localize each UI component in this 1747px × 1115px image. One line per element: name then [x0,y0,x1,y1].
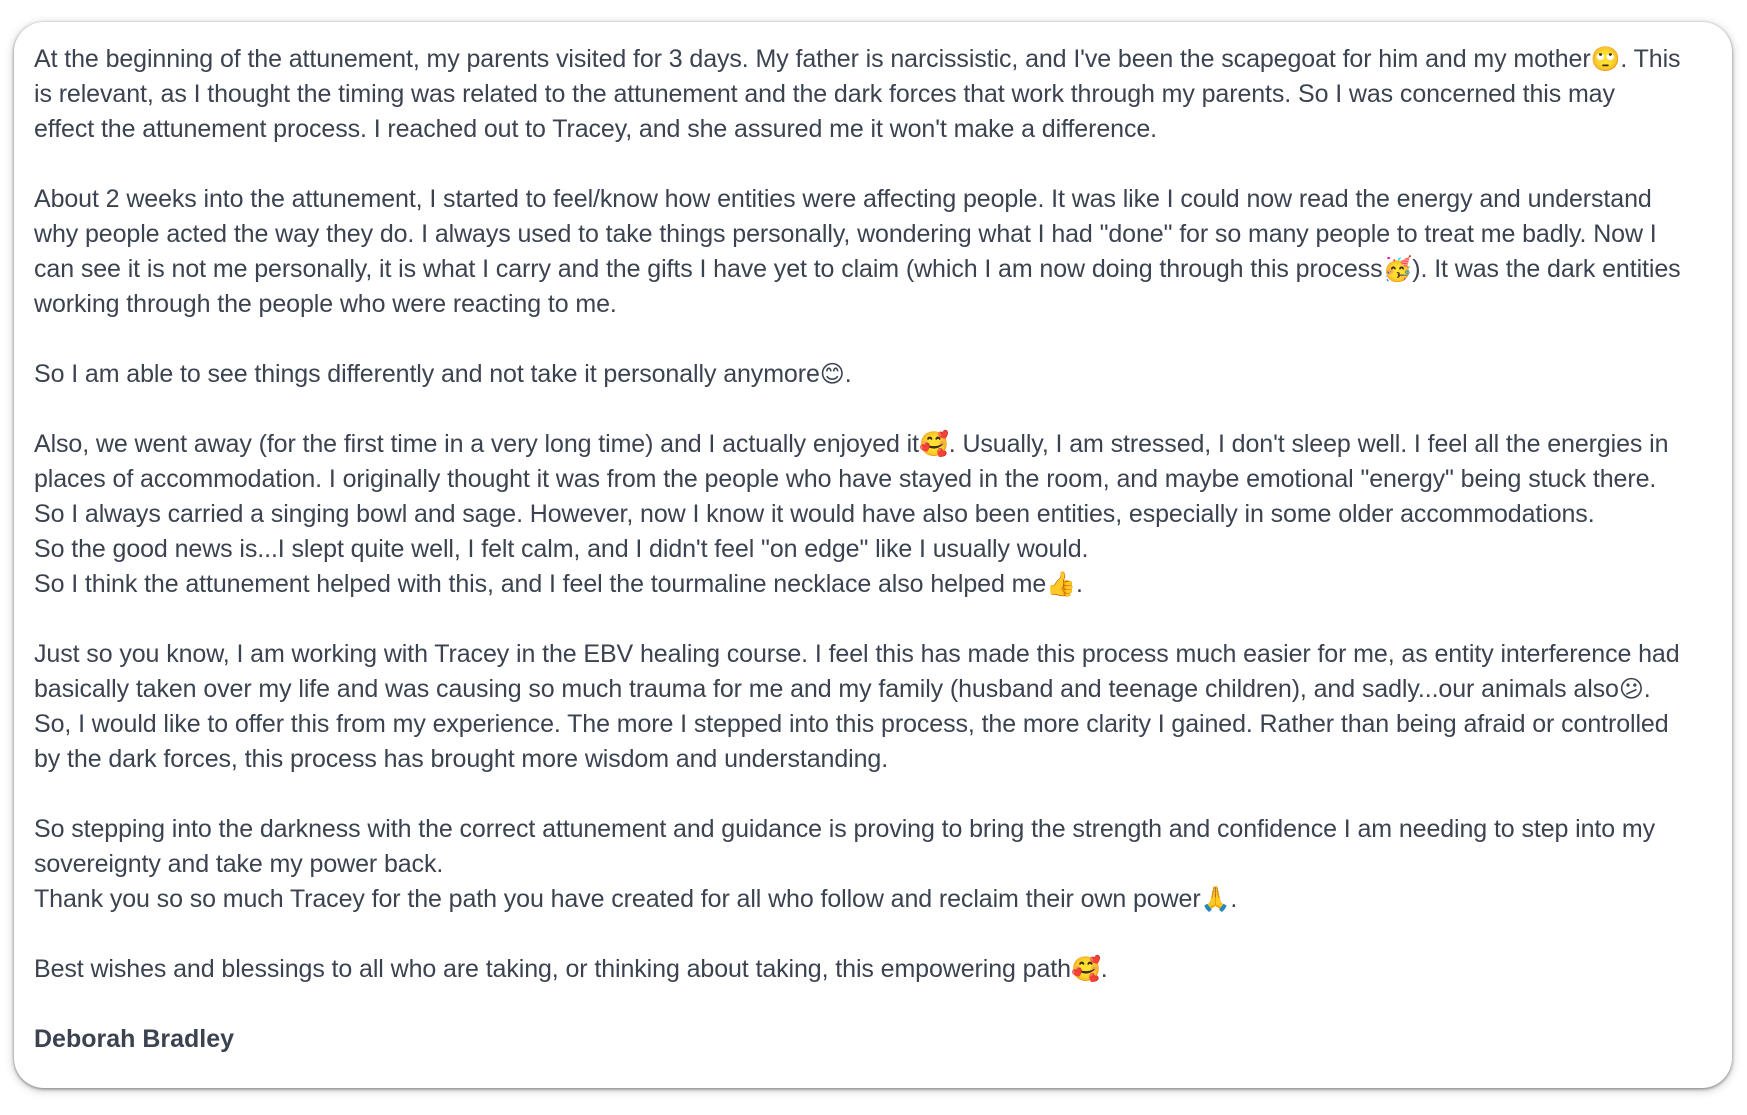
testimonial-paragraph [34,952,1714,987]
line-text: basically taken over my life and was causing so much trauma for me and my family (husband and teenage children), and sadly...our animals also [34,675,1619,703]
testimonial-paragraph [34,357,1714,392]
line-text: About 2 weeks into the attunement, I started to feel/know how entities were affecting people. It was like I could now read the energy and understand [34,185,1652,213]
testimonial-card [14,22,1732,1088]
text-line [34,882,1714,917]
line-text: Just so you know, I am working with Tracey in the EBV healing course. I feel this has made this process much easier for me, as entity interference had [34,640,1680,668]
testimonial-paragraph [34,812,1714,917]
emoji-icon: 🙄 [1590,45,1621,73]
text-line [34,567,1714,602]
line-text-continued: . [1230,885,1238,913]
line-text: why people acted the way they do. I always used to take things personally, wondering what I had "done" for so many people to treat me badly. Now I [34,220,1657,248]
line-text: sovereignty and take my power back. [34,850,444,878]
text-line [34,847,1714,882]
line-text: At the beginning of the attunement, my parents visited for 3 days. My father is narcissistic, and I've been the scapegoat for him and my mother [34,45,1591,73]
line-text: So I am able to see things differently and not take it personally anymore [34,360,820,388]
line-text-continued: . Usually, I am stressed, I don't sleep well. I feel all the energies in [948,430,1669,458]
emoji-icon: 🥰 [918,430,949,458]
text-line [34,77,1714,112]
emoji-icon: 🥰 [1070,955,1101,983]
line-text: So the good news is...I slept quite well, I felt calm, and I didn't feel "on edge" like I usually would. [34,535,1089,563]
line-text: So I think the attunement helped with this, and I feel the tourmaline necklace also helped me [34,570,1047,598]
emoji-icon: 🙏 [1200,885,1231,913]
text-line [34,182,1714,217]
line-text: is relevant, as I thought the timing was related to the attunement and the dark forces that work through my parents. So I was concerned this may [34,80,1615,108]
emoji-icon: 🥳 [1382,255,1413,283]
author-name: Deborah Bradley [34,1025,235,1053]
line-text: by the dark forces, this process has brought more wisdom and understanding. [34,745,889,773]
text-line [34,427,1714,462]
testimonial-paragraph [34,42,1714,147]
testimonial-paragraph [34,182,1714,322]
line-text: So, I would like to offer this from my experience. The more I stepped into this process, the more clarity I gained. Rather than being afraid or controlled [34,710,1669,738]
line-text: working through the people who were reacting to me. [34,290,617,318]
line-text-continued: . This [1620,45,1681,73]
line-text: Thank you so so much Tracey for the path you have created for all who follow and reclaim their own power [34,885,1201,913]
emoji-icon: 😕 [1618,675,1644,703]
text-line [34,252,1714,287]
testimonial-paragraph [34,427,1714,602]
text-line [34,357,1714,392]
line-text-continued: . [844,360,852,388]
text-line [34,497,1714,532]
line-text: So I always carried a singing bowl and sage. However, now I know it would have also been entities, especially in some older accommodations. [34,500,1595,528]
line-text-continued: ). It was the dark entities [1412,255,1681,283]
text-line [34,952,1714,987]
text-line [34,672,1714,707]
text-line [34,287,1714,322]
line-text: So stepping into the darkness with the correct attunement and guidance is proving to bring the strength and confidence I am needing to step into my [34,815,1656,843]
text-line [34,812,1714,847]
line-text-continued: . [1100,955,1108,983]
text-line [34,742,1714,777]
text-line [34,707,1714,742]
line-text: effect the attunement process. I reached out to Tracey, and she assured me it won't make a difference. [34,115,1157,143]
text-line [34,42,1714,77]
text-line [34,217,1714,252]
emoji-icon: 👍 [1046,570,1076,598]
line-text-continued: . [1643,675,1651,703]
line-text-continued: . [1075,570,1083,598]
line-text: Also, we went away (for the first time in a very long time) and I actually enjoyed it [34,430,919,458]
text-line [34,112,1714,147]
line-text: can see it is not me personally, it is what I carry and the gifts I have yet to claim (which I am now doing through this process [34,255,1383,283]
text-line [34,637,1714,672]
line-text: places of accommodation. I originally thought it was from the people who have stayed in the room, and maybe emotional "energy" being stuck there. [34,465,1657,493]
line-text: Best wishes and blessings to all who are taking, or thinking about taking, this empowering path [34,955,1071,983]
testimonial-paragraph [34,637,1714,777]
emoji-icon: 😊 [819,360,845,388]
text-line [34,462,1714,497]
testimonial-body [34,42,1714,987]
text-line [34,532,1714,567]
